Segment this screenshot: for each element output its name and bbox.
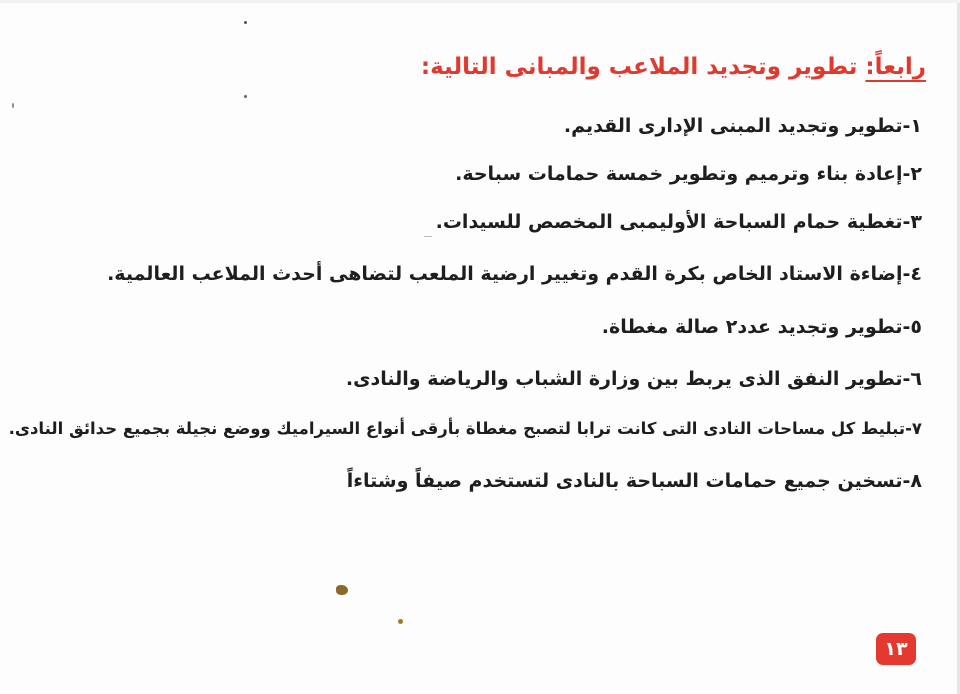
section-heading-text: تطوير وتجديد الملاعب والمبانى التالية: <box>420 54 866 80</box>
list-item: ٧-تبليط كل مساحات النادى التى كانت ترابا لتصبح مغطاة بأرقى أنواع السيراميك ووضع نجيلة بجميع حدائق النادى. <box>8 419 922 438</box>
list-item: ٣-تغطية حمام السباحة الأوليمبى المخصص للسيدات. <box>435 211 922 233</box>
list-item: ١-تطوير وتجديد المبنى الإدارى القديم. <box>563 115 922 137</box>
section-heading-label: رابعاً: <box>865 54 926 80</box>
list-item: ٦-تطوير النفق الذى يربط بين وزارة الشباب والرياضة والنادى. <box>345 368 922 390</box>
dust-speck <box>424 236 432 237</box>
stain-mark <box>336 585 348 595</box>
dust-speck <box>12 103 14 108</box>
list-item: ٨-تسخين جميع حمامات السباحة بالنادى لتستخدم صيفاً وشتاءاً <box>346 470 922 492</box>
list-item: ٢-إعادة بناء وترميم وتطوير خمسة حمامات سباحة. <box>455 163 922 185</box>
list-item: ٥-تطوير وتجديد عدد٢ صالة مغطاة. <box>601 316 922 338</box>
dust-speck <box>398 619 403 624</box>
section-heading <box>421 47 926 87</box>
list-item: ٤-إضاءة الاستاد الخاص بكرة القدم وتغيير ارضية الملعب لتضاهى أحدث الملاعب العالمية. <box>107 263 922 285</box>
page-number-badge: ١٣ <box>876 633 916 665</box>
dust-speck <box>244 21 247 24</box>
dust-speck <box>244 95 247 98</box>
